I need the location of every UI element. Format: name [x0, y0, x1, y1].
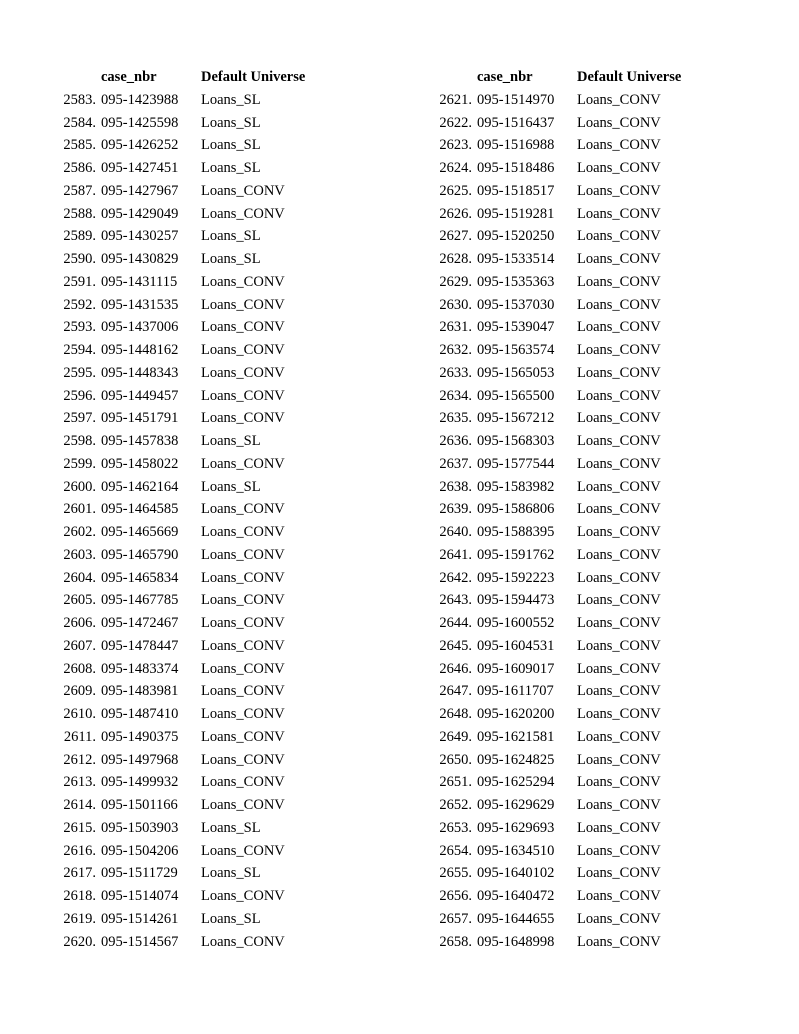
case-nbr-cell: 095-1567212 [477, 410, 555, 427]
row-number: 2640. [439, 524, 472, 540]
row-number: 2630. [439, 296, 472, 313]
case-nbr-cell: 095-1621581 [477, 728, 555, 745]
case-nbr-cell: 095-1516988 [477, 137, 555, 154]
default-universe-cell: Loans_SL [201, 478, 261, 495]
case-nbr-cell: 095-1465834 [101, 569, 179, 586]
case-nbr-cell: 095-1483981 [101, 683, 179, 700]
row-number: 2583. [63, 91, 96, 108]
row-number: 2624. [439, 160, 472, 176]
default-universe-cell: Loans_CONV [577, 842, 661, 859]
case-nbr-cell: 095-1499932 [101, 774, 179, 791]
case-nbr-cell: 095-1516437 [477, 114, 555, 131]
row-number: 2652. [439, 797, 472, 813]
case-nbr-cell: 095-1577544 [477, 455, 555, 472]
case-nbr-cell: 095-1644655 [477, 910, 555, 927]
case-nbr-cell: 095-1518486 [477, 160, 555, 176]
row-number: 2601. [63, 501, 96, 518]
case-nbr-cell: 095-1501166 [101, 797, 178, 813]
case-nbr-cell: 095-1514567 [101, 933, 179, 950]
default-universe-cell: Loans_CONV [201, 842, 285, 859]
row-number: 2633. [439, 364, 472, 381]
case-nbr-cell: 095-1425598 [101, 114, 179, 131]
case-nbr-cell: 095-1514261 [101, 910, 179, 927]
default-universe-cell: Loans_CONV [577, 114, 661, 131]
case-nbr-cell: 095-1539047 [477, 319, 555, 336]
default-universe-cell: Loans_SL [201, 819, 261, 836]
default-universe-cell: Loans_CONV [577, 819, 661, 836]
default-universe-cell: Loans_CONV [201, 637, 285, 654]
row-number: 2600. [63, 478, 96, 495]
default-universe-cell: Loans_CONV [577, 728, 661, 745]
case-nbr-cell: 095-1467785 [101, 592, 179, 609]
case-nbr-cell: 095-1427967 [101, 182, 179, 199]
default-universe-cell: Loans_CONV [577, 160, 661, 176]
default-universe-cell: Loans_CONV [201, 524, 285, 540]
row-number: 2599. [63, 455, 96, 472]
default-universe-cell: Loans_CONV [201, 364, 285, 381]
case-nbr-cell: 095-1448162 [101, 342, 179, 358]
default-universe-cell: Loans_CONV [201, 455, 285, 472]
row-number: 2643. [439, 592, 472, 609]
case-nbr-cell: 095-1431115 [101, 273, 178, 290]
row-number: 2646. [439, 660, 472, 677]
row-number: 2585. [63, 137, 96, 154]
case-nbr-cell: 095-1604531 [477, 637, 555, 654]
row-number: 2622. [439, 114, 472, 131]
row-number: 2629. [439, 273, 472, 290]
case-nbr-cell: 095-1504206 [101, 842, 179, 859]
case-nbr-cell: 095-1565053 [477, 364, 555, 381]
row-number: 2591. [63, 273, 96, 290]
case-nbr-cell: 095-1594473 [477, 592, 555, 609]
default-universe-cell: Loans_CONV [577, 342, 661, 358]
default-universe-cell: Loans_CONV [201, 501, 285, 518]
default-universe-cell: Loans_CONV [201, 319, 285, 336]
row-number: 2638. [439, 478, 472, 495]
default-universe-cell: Loans_CONV [201, 888, 285, 904]
default-universe-cell: Loans_CONV [577, 91, 661, 108]
row-number: 2613. [63, 774, 96, 791]
default-universe-cell: Loans_CONV [201, 410, 285, 427]
row-number: 2602. [63, 524, 96, 540]
default-universe-cell: Loans_CONV [577, 501, 661, 518]
row-number: 2596. [63, 387, 96, 404]
case-nbr-cell: 095-1457838 [101, 433, 179, 449]
default-universe-cell: Loans_CONV [577, 137, 661, 154]
default-universe-cell: Loans_CONV [577, 205, 661, 222]
case-nbr-cell: 095-1430829 [101, 251, 179, 267]
default-universe-cell: Loans_CONV [577, 683, 661, 700]
default-universe-cell: Loans_CONV [201, 342, 285, 358]
default-universe-cell: Loans_CONV [201, 182, 285, 199]
default-universe-cell: Loans_CONV [201, 615, 285, 631]
case-nbr-cell: 095-1464585 [101, 501, 179, 518]
default-universe-cell: Loans_CONV [201, 205, 285, 222]
case-nbr-header: case_nbr [101, 69, 157, 85]
default-universe-cell: Loans_CONV [201, 387, 285, 404]
default-universe-cell: Loans_CONV [577, 387, 661, 404]
case-nbr-cell: 095-1426252 [101, 137, 179, 154]
case-nbr-cell: 095-1449457 [101, 387, 179, 404]
row-number: 2653. [439, 819, 472, 836]
row-number: 2639. [439, 501, 472, 518]
default-universe-cell: Loans_SL [201, 910, 261, 927]
case-nbr-cell: 095-1640102 [477, 865, 555, 882]
default-universe-cell: Loans_CONV [201, 660, 285, 677]
default-universe-cell: Loans_CONV [201, 706, 285, 722]
case-nbr-cell: 095-1431535 [101, 296, 179, 313]
default-universe-cell: Loans_CONV [201, 296, 285, 313]
default-universe-cell: Loans_CONV [577, 910, 661, 927]
default-universe-header: Default Universe [577, 69, 682, 85]
row-number: 2623. [439, 137, 472, 154]
default-universe-cell: Loans_CONV [577, 865, 661, 882]
default-universe-cell: Loans_CONV [577, 182, 661, 199]
default-universe-cell: Loans_CONV [577, 660, 661, 677]
case-nbr-cell: 095-1520250 [477, 228, 555, 245]
case-nbr-cell: 095-1629693 [477, 819, 555, 836]
row-number: 2595. [63, 364, 96, 381]
row-number: 2644. [439, 615, 472, 631]
default-universe-cell: Loans_CONV [577, 751, 661, 768]
default-universe-cell: Loans_CONV [577, 933, 661, 950]
row-number: 2656. [439, 888, 472, 904]
row-number: 2618. [63, 888, 96, 904]
case-nbr-cell: 095-1472467 [101, 615, 179, 631]
case-nbr-cell: 095-1592223 [477, 569, 555, 586]
row-number: 2628. [439, 251, 472, 267]
default-universe-cell: Loans_CONV [577, 296, 661, 313]
default-universe-cell: Loans_CONV [201, 751, 285, 768]
case-nbr-cell: 095-1458022 [101, 455, 179, 472]
default-universe-cell: Loans_CONV [577, 637, 661, 654]
case-nbr-cell: 095-1451791 [101, 410, 179, 427]
row-number: 2620. [63, 933, 96, 950]
default-universe-cell: Loans_SL [201, 137, 261, 154]
row-number: 2655. [439, 865, 472, 882]
default-universe-header: Default Universe [201, 69, 306, 85]
default-universe-cell: Loans_CONV [577, 478, 661, 495]
default-universe-cell: Loans_CONV [577, 774, 661, 791]
row-number: 2586. [63, 160, 96, 176]
case-nbr-cell: 095-1625294 [477, 774, 555, 791]
case-nbr-cell: 095-1430257 [101, 228, 179, 245]
row-number: 2584. [63, 114, 96, 131]
row-number: 2603. [63, 546, 96, 563]
case-nbr-cell: 095-1629629 [477, 797, 555, 813]
default-universe-cell: Loans_CONV [577, 273, 661, 290]
case-nbr-cell: 095-1563574 [477, 342, 555, 358]
row-number: 2593. [63, 319, 96, 336]
case-nbr-cell: 095-1568303 [477, 433, 555, 449]
case-nbr-cell: 095-1537030 [477, 296, 555, 313]
row-number: 2605. [63, 592, 96, 609]
default-universe-cell: Loans_SL [201, 114, 261, 131]
case-nbr-cell: 095-1483374 [101, 660, 179, 677]
case-nbr-cell: 095-1634510 [477, 842, 555, 859]
row-number: 2594. [63, 342, 96, 358]
row-number: 2611. [63, 728, 96, 745]
case-nbr-cell: 095-1465790 [101, 546, 179, 563]
case-nbr-cell: 095-1497968 [101, 751, 179, 768]
default-universe-cell: Loans_SL [201, 433, 261, 449]
case-nbr-cell: 095-1465669 [101, 524, 179, 540]
row-number: 2589. [63, 228, 96, 245]
case-nbr-cell: 095-1591762 [477, 546, 555, 563]
row-number: 2616. [63, 842, 96, 859]
default-universe-cell: Loans_CONV [577, 319, 661, 336]
default-universe-cell: Loans_CONV [577, 251, 661, 267]
row-number: 2612. [63, 751, 96, 768]
row-number: 2636. [439, 433, 472, 449]
case-nbr-cell: 095-1600552 [477, 615, 555, 631]
case-nbr-cell: 095-1518517 [477, 182, 555, 199]
row-number: 2587. [63, 182, 96, 199]
row-number: 2588. [63, 205, 96, 222]
case-nbr-cell: 095-1611707 [477, 683, 554, 700]
row-number: 2642. [439, 569, 472, 586]
row-number: 2615. [63, 819, 96, 836]
default-universe-cell: Loans_CONV [201, 728, 285, 745]
default-universe-cell: Loans_CONV [201, 546, 285, 563]
row-number: 2658. [439, 933, 472, 950]
case-nbr-header: case_nbr [477, 69, 533, 85]
default-universe-cell: Loans_CONV [577, 706, 661, 722]
row-number: 2645. [439, 637, 472, 654]
case-nbr-cell: 095-1620200 [477, 706, 555, 722]
default-universe-cell: Loans_SL [201, 91, 261, 108]
default-universe-cell: Loans_CONV [201, 797, 285, 813]
row-number: 2590. [63, 251, 96, 267]
row-number: 2621. [439, 91, 472, 108]
row-number: 2650. [439, 751, 472, 768]
case-nbr-cell: 095-1535363 [477, 273, 555, 290]
row-number: 2607. [63, 637, 96, 654]
default-universe-cell: Loans_CONV [577, 433, 661, 449]
row-number: 2598. [63, 433, 96, 449]
case-nbr-cell: 095-1648998 [477, 933, 555, 950]
case-nbr-cell: 095-1462164 [101, 478, 179, 495]
default-universe-cell: Loans_SL [201, 160, 261, 176]
default-universe-cell: Loans_SL [201, 865, 261, 882]
case-nbr-cell: 095-1624825 [477, 751, 555, 768]
row-number: 2592. [63, 296, 96, 313]
case-nbr-cell: 095-1429049 [101, 205, 179, 222]
row-number: 2657. [439, 910, 472, 927]
case-nbr-cell: 095-1478447 [101, 637, 179, 654]
row-number: 2637. [439, 455, 472, 472]
default-universe-cell: Loans_CONV [577, 524, 661, 540]
row-number: 2634. [439, 387, 472, 404]
case-nbr-cell: 095-1519281 [477, 205, 555, 222]
default-universe-cell: Loans_CONV [577, 364, 661, 381]
default-universe-cell: Loans_CONV [201, 273, 285, 290]
row-number: 2651. [439, 774, 472, 791]
default-universe-cell: Loans_SL [201, 251, 261, 267]
case-nbr-cell: 095-1503903 [101, 819, 179, 836]
default-universe-cell: Loans_CONV [577, 410, 661, 427]
case-nbr-cell: 095-1423988 [101, 91, 179, 108]
case-nbr-cell: 095-1565500 [477, 387, 555, 404]
case-nbr-cell: 095-1533514 [477, 251, 555, 267]
row-number: 2635. [439, 410, 472, 427]
row-number: 2609. [63, 683, 96, 700]
case-nbr-cell: 095-1586806 [477, 501, 555, 518]
default-universe-cell: Loans_CONV [577, 455, 661, 472]
default-universe-cell: Loans_CONV [577, 228, 661, 245]
row-number: 2649. [439, 728, 472, 745]
row-number: 2608. [63, 660, 96, 677]
row-number: 2627. [439, 228, 472, 245]
row-number: 2632. [439, 342, 472, 358]
case-nbr-cell: 095-1487410 [101, 706, 179, 722]
row-number: 2647. [439, 683, 472, 700]
default-universe-cell: Loans_CONV [201, 569, 285, 586]
case-nbr-cell: 095-1609017 [477, 660, 555, 677]
row-number: 2610. [63, 706, 96, 722]
default-universe-cell: Loans_SL [201, 228, 261, 245]
row-number: 2648. [439, 706, 472, 722]
default-universe-cell: Loans_CONV [577, 546, 661, 563]
row-number: 2617. [63, 865, 96, 882]
row-number: 2626. [439, 205, 472, 222]
row-number: 2597. [63, 410, 96, 427]
default-universe-cell: Loans_CONV [201, 774, 285, 791]
default-universe-cell: Loans_CONV [201, 933, 285, 950]
row-number: 2625. [439, 182, 472, 199]
default-universe-cell: Loans_CONV [201, 683, 285, 700]
case-nbr-cell: 095-1514970 [477, 91, 555, 108]
row-number: 2614. [63, 797, 96, 813]
case-nbr-cell: 095-1448343 [101, 364, 179, 381]
case-nbr-cell: 095-1437006 [101, 319, 179, 336]
default-universe-cell: Loans_CONV [577, 569, 661, 586]
case-nbr-cell: 095-1583982 [477, 478, 555, 495]
case-nbr-cell: 095-1490375 [101, 728, 179, 745]
case-nbr-cell: 095-1511729 [101, 865, 178, 882]
row-number: 2604. [63, 569, 96, 586]
default-universe-cell: Loans_CONV [577, 797, 661, 813]
case-nbr-cell: 095-1427451 [101, 160, 179, 176]
case-nbr-cell: 095-1514074 [101, 888, 179, 904]
row-number: 2641. [439, 546, 472, 563]
row-number: 2654. [439, 842, 472, 859]
case-nbr-cell: 095-1640472 [477, 888, 555, 904]
default-universe-cell: Loans_CONV [577, 592, 661, 609]
default-universe-cell: Loans_CONV [577, 888, 661, 904]
row-number: 2619. [63, 910, 96, 927]
row-number: 2631. [439, 319, 472, 336]
row-number: 2606. [63, 615, 96, 631]
case-nbr-cell: 095-1588395 [477, 524, 555, 540]
default-universe-cell: Loans_CONV [201, 592, 285, 609]
default-universe-cell: Loans_CONV [577, 615, 661, 631]
